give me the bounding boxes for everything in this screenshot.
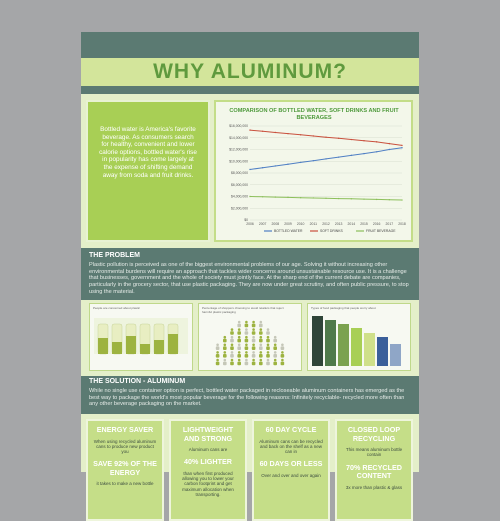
- page-title: WHY ALUMINUM?: [153, 60, 347, 83]
- person-icon: [266, 328, 270, 335]
- data-point: [338, 198, 339, 199]
- y-tick-label: $0: [244, 218, 248, 223]
- y-tick-label: $8,000,000: [231, 171, 248, 176]
- data-point: [275, 165, 276, 166]
- infographic-caption: People are concerned about plastic: [93, 306, 141, 310]
- data-point: [262, 167, 263, 168]
- person-icon: [252, 359, 256, 366]
- person-icon: [237, 344, 241, 351]
- person-icon: [237, 336, 241, 343]
- card-title: ENERGY SAVER: [96, 425, 154, 434]
- packaging-bars: [308, 304, 410, 370]
- person-icon: [273, 359, 277, 366]
- card-desc: Aluminum cans are: [188, 447, 228, 452]
- x-tick-label: 2014: [347, 222, 356, 226]
- data-point: [401, 147, 402, 148]
- person-icon: [223, 336, 227, 343]
- data-point: [338, 138, 339, 139]
- data-point: [389, 149, 390, 150]
- x-tick-label: 2017: [385, 222, 394, 226]
- data-point: [275, 196, 276, 197]
- data-point: [287, 133, 288, 134]
- person-icon: [266, 351, 270, 358]
- data-point: [313, 160, 314, 161]
- legend-label: SOFT DRINKS: [320, 229, 343, 233]
- card-closed-loop: [335, 419, 413, 521]
- person-icon: [237, 359, 241, 366]
- data-point: [313, 135, 314, 136]
- y-tick-label: $4,000,000: [231, 194, 248, 199]
- card-stat: 60 DAYS OR LESS: [259, 459, 323, 469]
- person-icon: [266, 336, 270, 343]
- data-point: [275, 132, 276, 133]
- data-point: [249, 129, 250, 130]
- data-point: [249, 196, 250, 197]
- person-icon: [259, 344, 263, 351]
- card-foot: Over and over and over again: [261, 472, 321, 478]
- data-point: [389, 143, 390, 144]
- card-foot: it takes to make a new bottle: [96, 481, 154, 487]
- person-icon: [216, 344, 220, 351]
- line-chart: [214, 100, 413, 242]
- infographic-caption: Types of food packaging that people worry about: [311, 306, 376, 310]
- solution-title: THE SOLUTION - ALUMINUM: [89, 378, 186, 385]
- people-graphic: [199, 304, 301, 370]
- person-icon: [216, 351, 220, 358]
- card-desc: When using recycled aluminum cans to produce new product you: [93, 438, 157, 455]
- person-icon: [281, 359, 285, 366]
- person-icon: [237, 321, 241, 328]
- person-icon: [230, 328, 234, 335]
- infographic-shoppers: [198, 303, 302, 371]
- data-point: [262, 131, 263, 132]
- person-icon: [273, 351, 277, 358]
- y-tick-label: $12,000,000: [229, 147, 248, 152]
- x-tick-label: 2007: [258, 222, 267, 226]
- card-foot: 3x more than plastic & glass: [345, 484, 403, 490]
- data-point: [401, 199, 402, 200]
- person-icon: [252, 321, 256, 328]
- data-point: [300, 134, 301, 135]
- data-point: [338, 156, 339, 157]
- person-icon: [216, 359, 220, 366]
- person-icon: [245, 359, 249, 366]
- data-point: [325, 136, 326, 137]
- data-point: [363, 198, 364, 199]
- y-tick-label: $16,000,000: [229, 124, 248, 129]
- x-tick-label: 2012: [322, 222, 330, 226]
- data-point: [300, 197, 301, 198]
- person-icon: [259, 328, 263, 335]
- card-title: CLOSED LOOP RECYCLING: [347, 425, 401, 443]
- data-point: [376, 199, 377, 200]
- card-stat: SAVE 92% OF THE ENERGY: [93, 459, 157, 477]
- poster: [81, 32, 419, 497]
- legend-label: FRUIT BEVERAGE: [366, 229, 396, 233]
- person-icon: [245, 351, 249, 358]
- person-icon: [237, 351, 241, 358]
- problem-text: Plastic pollution is perceived as one of the biggest environmental problems of our age. Solving it without increasing other environmental burdens will require an approach that tackles wider concerns around unsustainable resource use. It is a challenge that businesses, government and the whole of society must jointly face. At the sharp end of the current debate are companies, particularly in the grocery sector, that use plastic packaging. They are now under great scrutiny, and often public pressure, to stop using the material.: [89, 262, 409, 295]
- x-tick-label: 2013: [334, 222, 343, 226]
- person-icon: [259, 336, 263, 343]
- person-icon: [266, 344, 270, 351]
- card-stat: 40% LIGHTER: [184, 457, 232, 467]
- person-icon: [273, 336, 277, 343]
- data-point: [249, 169, 250, 170]
- y-tick-label: $6,000,000: [231, 182, 248, 187]
- person-icon: [259, 351, 263, 358]
- problem-title: THE PROBLEM: [89, 252, 140, 259]
- person-icon: [252, 328, 256, 335]
- person-icon: [223, 359, 227, 366]
- card-desc: This means aluminum bottle contain: [345, 447, 403, 458]
- person-icon: [245, 328, 249, 335]
- chart-title: COMPARISON OF BOTTLED WATER, SOFT DRINKS AND FRUIT BEVERAGES: [229, 108, 399, 121]
- x-tick-label: 2006: [246, 222, 254, 226]
- infographic-bottles: [89, 303, 193, 371]
- data-point: [363, 140, 364, 141]
- person-icon: [230, 344, 234, 351]
- person-icon: [252, 344, 256, 351]
- person-icon: [273, 344, 277, 351]
- card-60-day-cycle: [252, 419, 330, 521]
- x-tick-label: 2016: [372, 222, 381, 226]
- data-point: [351, 139, 352, 140]
- card-lightweight: [169, 419, 247, 521]
- data-point: [363, 153, 364, 154]
- data-point: [389, 199, 390, 200]
- x-tick-label: 2010: [296, 222, 305, 226]
- x-tick-label: 2018: [398, 222, 406, 226]
- data-point: [313, 197, 314, 198]
- data-point: [325, 158, 326, 159]
- x-tick-label: 2011: [309, 222, 317, 226]
- card-title: 60 DAY CYCLE: [265, 425, 317, 434]
- data-point: [351, 155, 352, 156]
- data-point: [376, 151, 377, 152]
- data-point: [262, 196, 263, 197]
- intro-text: Bottled water is America's favorite beverage. As consumers search for healthy, convenient and lower calorie options, bottled water's rise in popularity has come largely at the expense of shifting demand away from soda and fruit drinks.: [99, 126, 197, 179]
- person-icon: [223, 351, 227, 358]
- person-icon: [266, 359, 270, 366]
- data-point: [351, 198, 352, 199]
- y-tick-label: $10,000,000: [229, 159, 248, 164]
- data-point: [401, 145, 402, 146]
- card-foot: than when first produced allowing you to lower your carbon footprint and get maximum allocation when transporting.: [182, 470, 234, 497]
- card-stat: 70% RECYCLED CONTENT: [346, 462, 402, 481]
- person-icon: [230, 351, 234, 358]
- legend-label: BOTTLED WATER: [274, 229, 303, 233]
- chart-svg: [216, 102, 411, 240]
- card-title: LIGHTWEIGHT AND STRONG: [182, 425, 234, 443]
- infographic-caption: Percentage of shoppers choosing to avoid retailers that reject harmful plastic packaging: [202, 306, 284, 314]
- person-icon: [259, 321, 263, 328]
- person-icon: [223, 344, 227, 351]
- person-icon: [281, 344, 285, 351]
- x-tick-label: 2008: [271, 222, 280, 226]
- person-icon: [237, 328, 241, 335]
- infographic-packaging: [307, 303, 411, 371]
- x-tick-label: 2009: [284, 222, 292, 226]
- person-icon: [252, 336, 256, 343]
- data-point: [287, 163, 288, 164]
- card-desc: Aluminum cans can be recycled and back on the shelf as a new can in: [259, 438, 323, 455]
- person-icon: [259, 359, 263, 366]
- data-point: [287, 197, 288, 198]
- person-icon: [252, 351, 256, 358]
- data-point: [300, 162, 301, 163]
- person-icon: [230, 336, 234, 343]
- y-tick-label: $2,000,000: [231, 206, 248, 211]
- card-energy-saver: [86, 419, 164, 521]
- x-tick-label: 2015: [360, 222, 368, 226]
- y-tick-label: $14,000,000: [229, 135, 248, 140]
- person-icon: [245, 336, 249, 343]
- bottles-graphic: [90, 304, 192, 370]
- person-icon: [245, 321, 249, 328]
- solution-text: While no single use container option is perfect, bottled water packaged in recloseable aluminum containers has emerged as the best way to package the world's most popular beverage for the following reasons: Infinitely recyclable- recycled more often than any other beverage packaging on the market.: [89, 388, 405, 408]
- intro-panel: [86, 100, 210, 242]
- data-point: [325, 198, 326, 199]
- person-icon: [281, 351, 285, 358]
- person-icon: [245, 344, 249, 351]
- person-icon: [230, 359, 234, 366]
- data-point: [376, 141, 377, 142]
